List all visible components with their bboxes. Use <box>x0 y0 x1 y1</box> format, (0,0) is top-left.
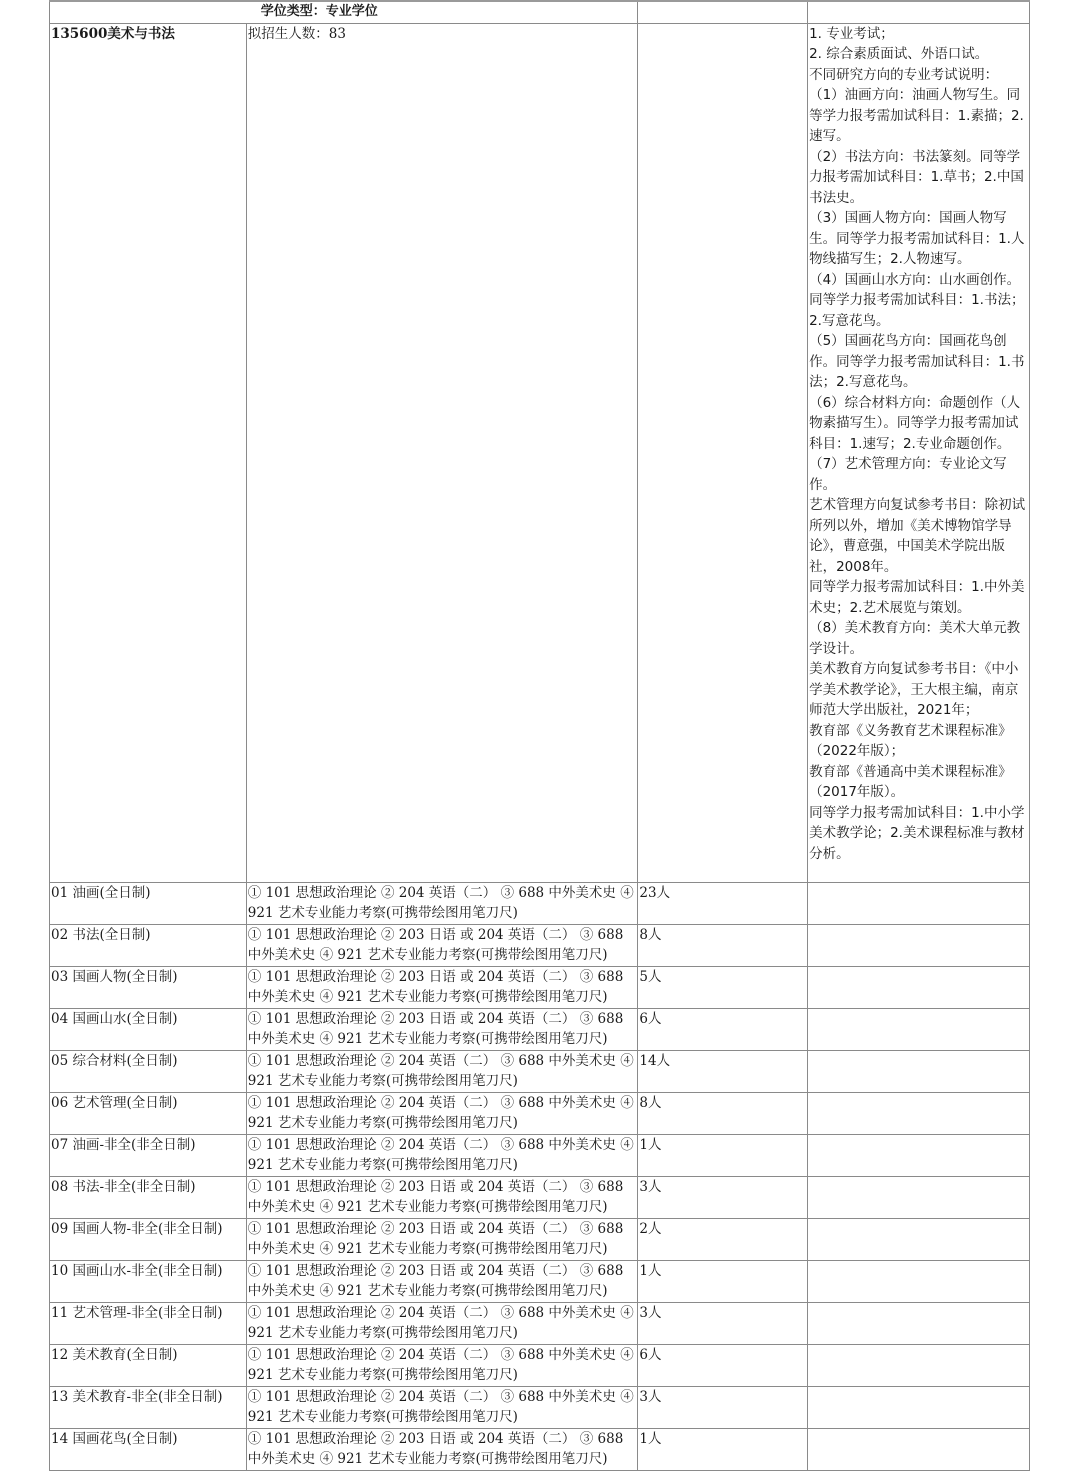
exam-subjects: ① 101 思想政治理论 ② 203 日语 或 204 英语（二） ③ 688 中外美术史 ④ 921 艺术专业能力考察(可携带绘图用笔刀尺) <box>246 1260 638 1302</box>
direction-name: 06 艺术管理(全日制) <box>50 1092 247 1134</box>
remark-line: 艺术管理方向复试参考书目：除初试所列以外，增加《美术博物馆学导论》，曹意强，中国美术学院出版社，2008年。 <box>809 497 1026 575</box>
remarks-cell <box>808 1428 1030 1470</box>
exam-subjects: ① 101 思想政治理论 ② 204 英语（二） ③ 688 中外美术史 ④ 921 艺术专业能力考察(可携带绘图用笔刀尺) <box>246 1092 638 1134</box>
enrollment-count: 23人 <box>638 882 808 924</box>
direction-row <box>50 1092 1030 1134</box>
enrollment-count: 14人 <box>638 1050 808 1092</box>
remarks-cell <box>808 1092 1030 1134</box>
exam-subjects: ① 101 思想政治理论 ② 204 英语（二） ③ 688 中外美术史 ④ 921 艺术专业能力考察(可携带绘图用笔刀尺) <box>246 1050 638 1092</box>
exam-subjects: ① 101 思想政治理论 ② 204 英语（二） ③ 688 中外美术史 ④ 921 艺术专业能力考察(可携带绘图用笔刀尺) <box>246 1302 638 1344</box>
remarks-cell <box>808 882 1030 924</box>
exam-subjects: ① 101 思想政治理论 ② 203 日语 或 204 英语（二） ③ 688 中外美术史 ④ 921 艺术专业能力考察(可携带绘图用笔刀尺) <box>246 1176 638 1218</box>
direction-row <box>50 924 1030 966</box>
direction-name: 08 书法-非全(非全日制) <box>50 1176 247 1218</box>
remarks-cell <box>808 966 1030 1008</box>
exam-subjects: ① 101 思想政治理论 ② 204 英语（二） ③ 688 中外美术史 ④ 921 艺术专业能力考察(可携带绘图用笔刀尺) <box>246 1344 638 1386</box>
direction-row <box>50 1428 1030 1470</box>
exam-subjects: ① 101 思想政治理论 ② 203 日语 或 204 英语（二） ③ 688 中外美术史 ④ 921 艺术专业能力考察(可携带绘图用笔刀尺) <box>246 966 638 1008</box>
enrollment-count: 3人 <box>638 1302 808 1344</box>
direction-row <box>50 1050 1030 1092</box>
remarks-cell <box>808 1302 1030 1344</box>
degree-type-label: 学位类型：专业学位 <box>50 1 638 23</box>
enrollment-count: 6人 <box>638 1008 808 1050</box>
remark-line: 同等学力报考需加试科目：1.中小学美术教学论；2.美术课程标准与教材分析。 <box>809 804 1025 862</box>
direction-name: 13 美术教育-非全(非全日制) <box>50 1386 247 1428</box>
direction-row <box>50 1218 1030 1260</box>
remark-line: 2. 综合素质面试、外语口试。 <box>809 46 989 62</box>
direction-name: 01 油画(全日制) <box>50 882 247 924</box>
major-remarks <box>808 23 1030 882</box>
exam-subjects: ① 101 思想政治理论 ② 204 英语（二） ③ 688 中外美术史 ④ 921 艺术专业能力考察(可携带绘图用笔刀尺) <box>246 1134 638 1176</box>
remark-line: （7）艺术管理方向：专业论文写作。 <box>809 456 1007 493</box>
enrollment-count: 6人 <box>638 1344 808 1386</box>
enrollment-count: 8人 <box>638 924 808 966</box>
enrollment-count: 1人 <box>638 1260 808 1302</box>
degree-type-row <box>50 1 1030 23</box>
remark-line: （8）美术教育方向：美术大单元教学设计。 <box>809 620 1021 657</box>
enrollment-count: 2人 <box>638 1218 808 1260</box>
remark-line: 教育部《义务教育艺术课程标准》（2022年版）； <box>809 722 1012 759</box>
remark-line: （5）国画花鸟方向：国画花鸟创作。同等学力报考需加试科目：1.书法；2.写意花鸟。 <box>809 333 1025 390</box>
remarks-cell <box>808 1176 1030 1218</box>
remarks-cell <box>808 1386 1030 1428</box>
remark-line: 不同研究方向的专业考试说明： <box>809 66 999 83</box>
major-row <box>50 23 1030 882</box>
enrollment-count: 8人 <box>638 1092 808 1134</box>
planned-enrollment: 拟招生人数：83 <box>246 23 638 882</box>
direction-name: 10 国画山水-非全(非全日制) <box>50 1260 247 1302</box>
major-code-name: 135600美术与书法 <box>50 23 247 882</box>
direction-row <box>50 1008 1030 1050</box>
exam-subjects: ① 101 思想政治理论 ② 203 日语 或 204 英语（二） ③ 688 中外美术史 ④ 921 艺术专业能力考察(可携带绘图用笔刀尺) <box>246 1428 638 1470</box>
empty-cell <box>638 1 808 23</box>
direction-name: 11 艺术管理-非全(非全日制) <box>50 1302 247 1344</box>
remark-line: （1）油画方向：油画人物写生。同等学力报考需加试科目：1.素描；2.速写。 <box>809 87 1024 144</box>
remarks-cell <box>808 924 1030 966</box>
remark-line: （2）书法方向：书法篆刻。同等学力报考需加试科目：1.草书；2.中国书法史。 <box>809 148 1024 206</box>
direction-name: 07 油画-非全(非全日制) <box>50 1134 247 1176</box>
exam-subjects: ① 101 思想政治理论 ② 203 日语 或 204 英语（二） ③ 688 中外美术史 ④ 921 艺术专业能力考察(可携带绘图用笔刀尺) <box>246 924 638 966</box>
remark-line: （3）国画人物方向：国画人物写生。同等学力报考需加试科目：1.人物线描写生；2.人物速写。 <box>809 210 1025 267</box>
direction-row <box>50 1344 1030 1386</box>
exam-subjects: ① 101 思想政治理论 ② 204 英语（二） ③ 688 中外美术史 ④ 921 艺术专业能力考察(可携带绘图用笔刀尺) <box>246 1386 638 1428</box>
remarks-cell <box>808 1260 1030 1302</box>
remark-line: （6）综合材料方向：命题创作（人物素描写生）。同等学力报考需加试科目：1.速写；2.专业命题创作。 <box>809 394 1021 452</box>
direction-row <box>50 1176 1030 1218</box>
direction-row <box>50 1260 1030 1302</box>
direction-name: 05 综合材料(全日制) <box>50 1050 247 1092</box>
remarks-cell <box>808 1050 1030 1092</box>
direction-row <box>50 1134 1030 1176</box>
enrollment-count: 1人 <box>638 1428 808 1470</box>
direction-name: 09 国画人物-非全(非全日制) <box>50 1218 247 1260</box>
empty-cell <box>638 23 808 882</box>
direction-row <box>50 1386 1030 1428</box>
empty-cell <box>808 1 1030 23</box>
direction-row <box>50 882 1030 924</box>
direction-name: 03 国画人物(全日制) <box>50 966 247 1008</box>
direction-name: 14 国画花鸟(全日制) <box>50 1428 247 1470</box>
remarks-cell <box>808 1218 1030 1260</box>
remarks-cell <box>808 1344 1030 1386</box>
exam-subjects: ① 101 思想政治理论 ② 204 英语（二） ③ 688 中外美术史 ④ 921 艺术专业能力考察(可携带绘图用笔刀尺) <box>246 882 638 924</box>
exam-subjects: ① 101 思想政治理论 ② 203 日语 或 204 英语（二） ③ 688 中外美术史 ④ 921 艺术专业能力考察(可携带绘图用笔刀尺) <box>246 1218 638 1260</box>
remarks-cell <box>808 1008 1030 1050</box>
direction-name: 04 国画山水(全日制) <box>50 1008 247 1050</box>
remark-line: 1. 专业考试； <box>809 25 894 42</box>
remark-line: 教育部《普通高中美术课程标准》（2017年版）。 <box>809 763 1012 800</box>
remark-line: 美术教育方向复试参考书目：《中小学美术教学论》，王大根主编，南京师范大学出版社，2021年； <box>809 661 1019 718</box>
enrollment-table <box>49 0 1030 1471</box>
enrollment-count: 3人 <box>638 1386 808 1428</box>
remark-line: （4）国画山水方向：山水画创作。同等学力报考需加试科目：1.书法；2.写意花鸟。 <box>809 271 1025 329</box>
direction-name: 02 书法(全日制) <box>50 924 247 966</box>
remarks-cell <box>808 1134 1030 1176</box>
direction-row <box>50 966 1030 1008</box>
direction-row <box>50 1302 1030 1344</box>
remark-line: 同等学力报考需加试科目：1.中外美术史；2.艺术展览与策划。 <box>809 579 1025 616</box>
enrollment-count: 1人 <box>638 1134 808 1176</box>
direction-name: 12 美术教育(全日制) <box>50 1344 247 1386</box>
exam-subjects: ① 101 思想政治理论 ② 203 日语 或 204 英语（二） ③ 688 中外美术史 ④ 921 艺术专业能力考察(可携带绘图用笔刀尺) <box>246 1008 638 1050</box>
enrollment-count: 5人 <box>638 966 808 1008</box>
enrollment-count: 3人 <box>638 1176 808 1218</box>
